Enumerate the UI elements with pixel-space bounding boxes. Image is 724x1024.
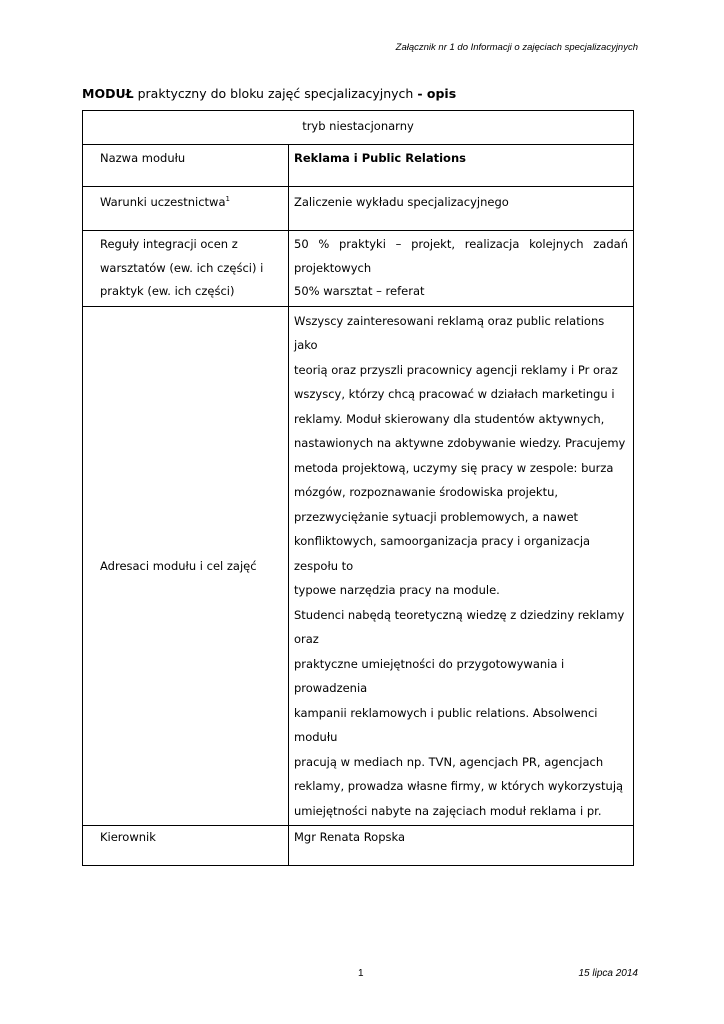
addressees-line: reklamy, prowadza własne firmy, w których wykorzystują [294, 779, 624, 793]
document-title [82, 86, 456, 101]
addressees-line: teorią oraz przyszli pracownicy agencji reklamy i Pr oraz [294, 362, 618, 377]
conditions-label-cell [83, 187, 289, 231]
module-name-text: Reklama i Public Relations [294, 151, 466, 165]
grading-rules-line: 50% warsztat – referat [294, 284, 425, 298]
grading-rules-value [289, 231, 634, 307]
addressees-line: nastawionych na aktywne zdobywanie wiedzy. Pracujemy [294, 436, 626, 450]
header-note: Załącznik nr 1 do Informacji o zajęciach specjalizacyjnych [395, 42, 638, 53]
footnote-marker: 1 [225, 195, 230, 204]
footer-date: 15 lipca 2014 [578, 968, 638, 979]
module-name-value [289, 145, 634, 187]
addressees-value [289, 306, 634, 826]
addressees-line: przezwyciężanie sytuacji problemowych, a nawet [294, 509, 579, 524]
addressees-line: mózgów, rozpoznawanie środowiska projektu, [294, 485, 559, 499]
addressees-line: konfliktowych, samoorganizacja pracy i organizacja zespołu to [294, 534, 591, 573]
conditions-label: Warunki uczestnictwa [100, 195, 226, 209]
title-bold-start: MODUŁ [82, 86, 134, 101]
addressees-line: Wszyscy zainteresowani reklamą oraz public relations jako [294, 313, 605, 352]
addressees-line: praktyczne umiejętności do przygotowywania i prowadzenia [294, 656, 565, 695]
module-description-table [82, 110, 634, 866]
addressees-line: kampanii reklamowych i public relations. Absolwenci modułu [294, 705, 598, 744]
head-value: Mgr Renata Ropska [289, 826, 634, 866]
head-label: Kierownik [83, 826, 289, 866]
addressees-label: Adresaci modułu i cel zajęć [83, 306, 289, 826]
addressees-line: metoda projektową, uczymy się pracy w zespole: burza [294, 460, 614, 475]
table-row-mode [83, 111, 634, 145]
addressees-line: umiejętności nabyte na zajęciach moduł reklama i pr. [294, 803, 602, 818]
title-bold-end: - opis [417, 86, 457, 101]
table-row-addressees [83, 306, 634, 826]
module-name-label: Nazwa modułu [83, 145, 289, 187]
table-row-grading-rules [83, 231, 634, 307]
table-row-name [83, 145, 634, 187]
addressees-line: typowe narzędzia pracy na module. [294, 583, 500, 597]
page-number: 1 [358, 968, 364, 979]
addressees-line: Studenci nabędą teoretyczną wiedzę z dziedziny reklamy oraz [294, 607, 625, 646]
addressees-line: wszyscy, którzy chcą pracować w działach marketingu i [294, 387, 615, 401]
grading-rules-label-line: warsztatów (ew. ich części) i [100, 260, 264, 275]
title-middle: praktyczny do bloku zajęć specjalizacyjnych [133, 86, 418, 101]
study-mode-cell: tryb niestacjonarny [83, 111, 634, 145]
addressees-line: reklamy. Moduł skierowany dla studentów aktywnych, [294, 411, 605, 426]
grading-rules-label [83, 231, 289, 307]
table-row-head [83, 826, 634, 866]
table-row-conditions [83, 187, 634, 231]
conditions-value: Zaliczenie wykładu specjalizacyjnego [289, 187, 634, 231]
grading-rules-line: projektowych [294, 260, 372, 275]
addressees-line: pracują w mediach np. TVN, agencjach PR, agencjach [294, 754, 604, 769]
grading-rules-label-line: praktyk (ew. ich części) [100, 284, 235, 298]
grading-rules-label-line: Reguły integracji ocen z [100, 237, 238, 251]
grading-rules-line: 50 % praktyki – projekt, realizacja kolejnych zadań [294, 237, 628, 251]
